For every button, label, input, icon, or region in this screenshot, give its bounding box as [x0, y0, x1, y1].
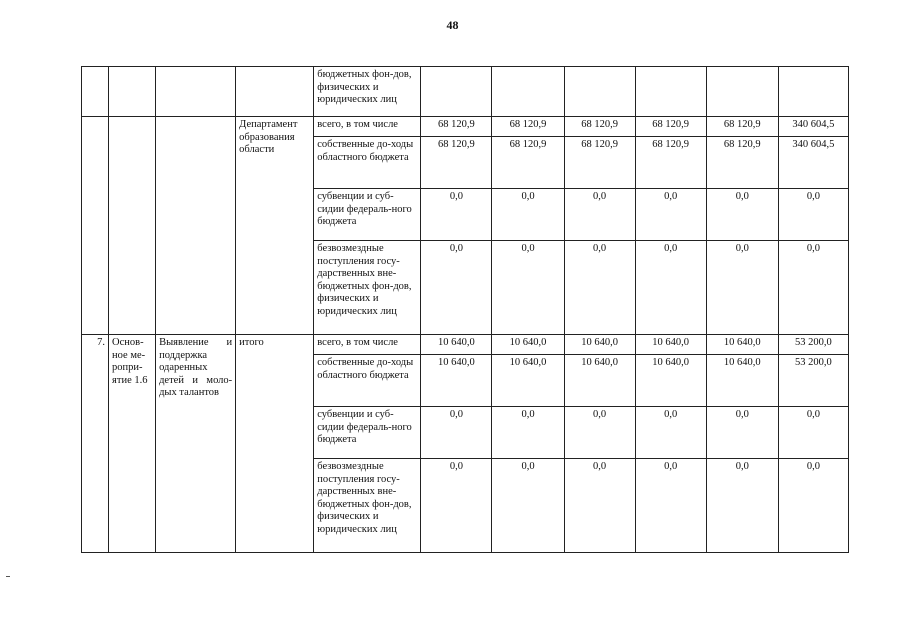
value-cell: 0,0: [706, 241, 778, 335]
funding-source: субвенции и суб-сидии федераль-ного бюджета: [314, 189, 421, 241]
scan-mark: [6, 576, 10, 577]
value-cell: 68 120,9: [635, 137, 706, 189]
value-cell: 0,0: [564, 459, 635, 553]
value-cell: 0,0: [706, 407, 778, 459]
value-cell: 10 640,0: [564, 355, 635, 407]
value-cell: 0,0: [421, 241, 492, 335]
value-cell: 68 120,9: [635, 117, 706, 137]
item-status: Основ-ное ме-ропри-ятие 1.6: [109, 335, 156, 553]
value-cell: 10 640,0: [492, 335, 564, 355]
value-cell: 0,0: [635, 189, 706, 241]
value-cell: 0,0: [706, 459, 778, 553]
total-cell: 340 604,5: [778, 117, 848, 137]
value-cell: 10 640,0: [564, 335, 635, 355]
value-cell: 0,0: [635, 407, 706, 459]
value-cell: 68 120,9: [421, 117, 492, 137]
value-cell: 0,0: [421, 459, 492, 553]
executor-cell: итого: [236, 335, 314, 553]
value-cell: 10 640,0: [706, 335, 778, 355]
funding-source: безвозмездные поступления госу-дарственных вне-бюджетных фон-дов, физических и юридических лиц: [314, 459, 421, 553]
value-cell: 68 120,9: [706, 117, 778, 137]
total-cell: 0,0: [778, 241, 848, 335]
value-cell: 68 120,9: [492, 117, 564, 137]
page-number: 48: [446, 18, 459, 32]
funding-source: собственные до-ходы областного бюджета: [314, 355, 421, 407]
value-cell: 10 640,0: [492, 355, 564, 407]
value-cell: 10 640,0: [706, 355, 778, 407]
total-cell: 0,0: [778, 189, 848, 241]
value-cell: 68 120,9: [564, 117, 635, 137]
total-cell: 340 604,5: [778, 137, 848, 189]
value-cell: 0,0: [421, 189, 492, 241]
value-cell: 10 640,0: [635, 335, 706, 355]
value-cell: 0,0: [492, 189, 564, 241]
table-row: [82, 67, 849, 117]
value-cell: 0,0: [492, 407, 564, 459]
value-cell: 0,0: [564, 241, 635, 335]
total-cell: 53 200,0: [778, 355, 848, 407]
table-row: [82, 117, 849, 137]
value-cell: 0,0: [635, 459, 706, 553]
value-cell: 0,0: [564, 407, 635, 459]
total-cell: 0,0: [778, 459, 848, 553]
value-cell: 0,0: [421, 407, 492, 459]
value-cell: 68 120,9: [706, 137, 778, 189]
value-cell: 68 120,9: [421, 137, 492, 189]
funding-source: безвозмездные поступления госу-дарственных вне-бюджетных фон-дов, физических и юридических лиц: [314, 241, 421, 335]
value-cell: 10 640,0: [421, 335, 492, 355]
value-cell: 0,0: [706, 189, 778, 241]
value-cell: 10 640,0: [635, 355, 706, 407]
total-cell: 0,0: [778, 407, 848, 459]
value-cell: 68 120,9: [492, 137, 564, 189]
executor-cell: Департамент образования области: [236, 117, 314, 335]
funding-source: собственные до-ходы областного бюджета: [314, 137, 421, 189]
value-cell: 0,0: [492, 241, 564, 335]
item-number: 7.: [82, 335, 109, 553]
value-cell: 0,0: [635, 241, 706, 335]
budget-table: [81, 66, 849, 553]
table-row: [82, 335, 849, 355]
value-cell: 10 640,0: [421, 355, 492, 407]
funding-source: всего, в том числе: [314, 117, 421, 137]
funding-source: субвенции и суб-сидии федераль-ного бюджета: [314, 407, 421, 459]
value-cell: 0,0: [492, 459, 564, 553]
funding-source: всего, в том числе: [314, 335, 421, 355]
funding-source: бюджетных фон-дов, физических и юридических лиц: [314, 67, 421, 117]
item-name: Выявление и поддержка одаренных детей и моло-дых талантов: [156, 335, 236, 553]
value-cell: 68 120,9: [564, 137, 635, 189]
value-cell: 0,0: [564, 189, 635, 241]
total-cell: 53 200,0: [778, 335, 848, 355]
